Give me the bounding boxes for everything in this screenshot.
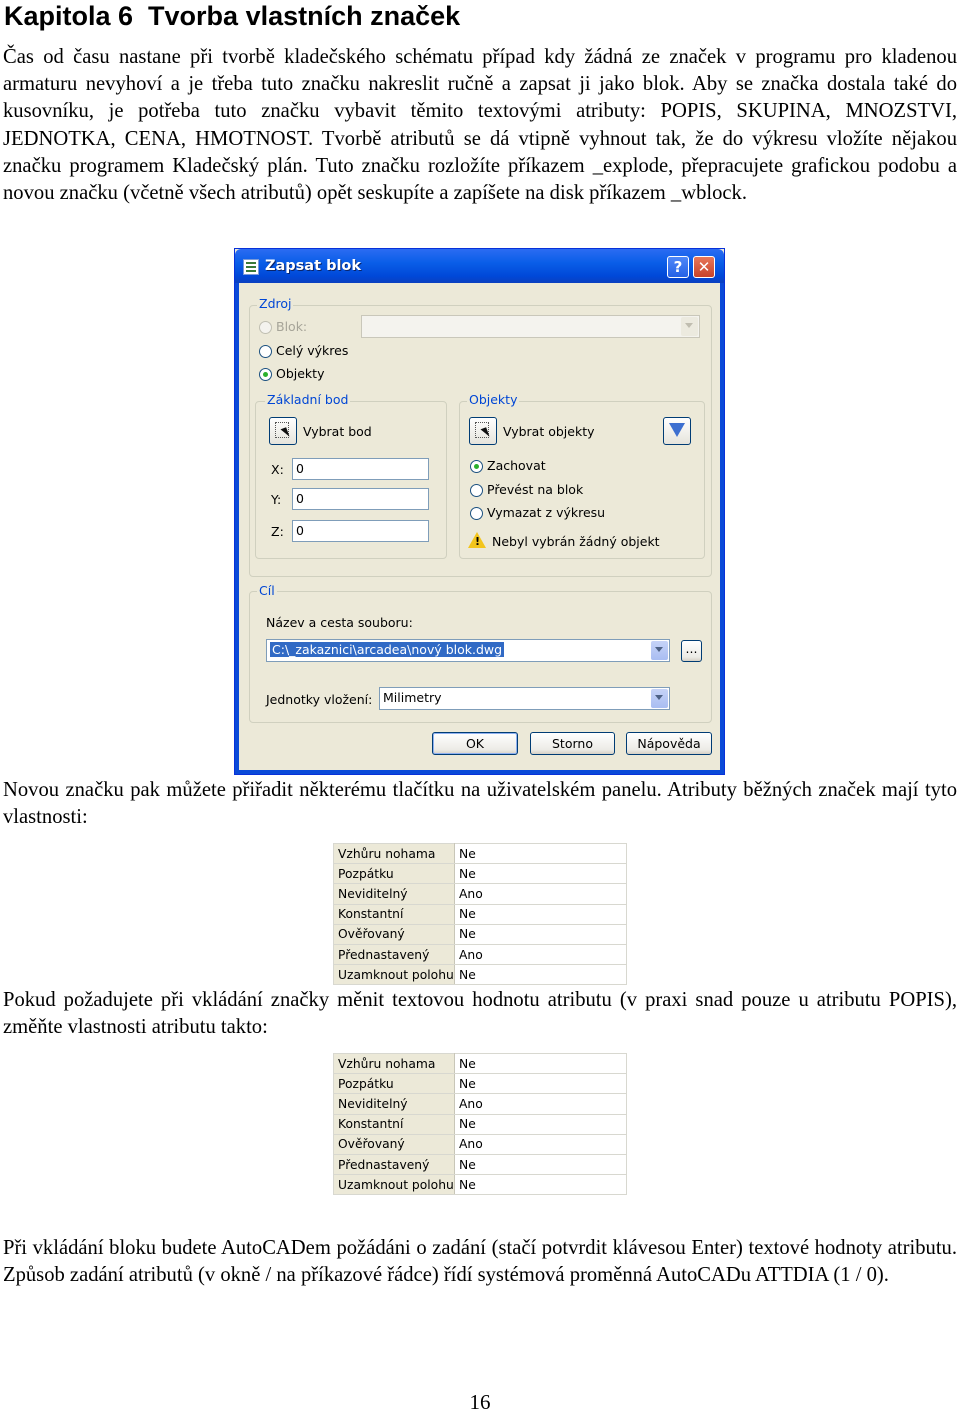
x-label: X: <box>271 462 284 477</box>
block-radio-label: Blok: <box>276 319 308 334</box>
chapter-heading <box>4 0 460 32</box>
table-row <box>334 1094 627 1114</box>
select-objects-button[interactable] <box>469 417 497 445</box>
destination-label: Cíl <box>259 583 275 598</box>
source-group-label: Zdroj <box>259 296 292 311</box>
table-row <box>334 884 627 904</box>
select-objects-label: Vybrat objekty <box>503 424 595 439</box>
chevron-down-icon <box>681 317 698 336</box>
ok-button[interactable]: OK <box>432 732 518 755</box>
property-value: Ne <box>455 924 627 944</box>
units-label: Jednotky vložení: <box>266 692 373 707</box>
table-row <box>334 1054 627 1074</box>
property-name: Přednastavený <box>334 944 455 964</box>
table-row <box>334 1074 627 1094</box>
property-name: Ověřovaný <box>334 924 455 944</box>
units-combo[interactable] <box>379 687 670 710</box>
path-combo[interactable] <box>266 639 670 662</box>
pick-point-label: Vybrat bod <box>303 424 372 439</box>
property-value: Ano <box>455 884 627 904</box>
property-value: Ne <box>455 965 627 985</box>
quick-select-button[interactable] <box>663 417 691 445</box>
whole-drawing-radio[interactable] <box>259 345 272 358</box>
whole-drawing-label: Celý výkres <box>276 343 349 358</box>
help-title-button[interactable]: ? <box>667 256 689 278</box>
path-label: Název a cesta souboru: <box>266 615 413 630</box>
chevron-down-icon[interactable] <box>651 689 668 708</box>
attribute-properties-table-modified <box>333 1053 627 1195</box>
intro-paragraph: Čas od času nastane při tvorbě kladečského schématu případ kdy žádná ze značek v programu pro kladenou armaturu nevyhoví a je třeba tuto značku nakreslit ručně a zapsat ji jako blok. Aby se značka dostala také do kusovníku, je potřeba tuto značku vybavit těmito textovými atributy: POPIS, SKUPINA, MNOZSTVI, JEDNOTKA, CENA, HMOTNOST. Tvorbě atributů se dá vtipně vyhnout tak, že do výkresu vložíte nějakou značku programem Kladečský plán. Tuto značku rozložíte příkazem _explode, přepracujete grafickou podobu a novou značku (včetně všech atributů) opět seskupíte a zapíšete na disk příkazem _wblock. <box>3 46 957 205</box>
block-radio <box>259 321 272 334</box>
block-combo <box>361 315 700 338</box>
z-input[interactable]: 0 <box>292 520 429 542</box>
table-row <box>334 1134 627 1154</box>
base-point-label: Základní bod <box>267 392 349 407</box>
property-value: Ano <box>455 1134 627 1154</box>
property-name: Neviditelný <box>334 1094 455 1114</box>
y-label: Y: <box>271 492 282 507</box>
retain-label: Zachovat <box>487 458 546 473</box>
pick-point-button[interactable] <box>269 417 297 445</box>
property-name: Vzhůru nohama <box>334 844 455 864</box>
property-name: Pozpátku <box>334 1074 455 1094</box>
attribute-properties-table-default <box>333 843 627 985</box>
property-value: Ne <box>455 1074 627 1094</box>
property-value: Ne <box>455 1114 627 1134</box>
table-row <box>334 1154 627 1174</box>
after-dialog-paragraph: Novou značku pak můžete přiřadit některému tlačítku na uživatelském panelu. Atributy běžných značek mají tyto vlastnosti: <box>3 779 957 829</box>
property-name: Neviditelný <box>334 884 455 904</box>
property-value: Ano <box>455 944 627 964</box>
table-row <box>334 944 627 964</box>
property-value: Ne <box>455 864 627 884</box>
property-value: Ne <box>455 904 627 924</box>
table-row <box>334 904 627 924</box>
chapter-number: Kapitola 6 <box>4 1 134 31</box>
objects-group-label: Objekty <box>469 392 518 407</box>
property-name: Uzamknout polohu <box>334 965 455 985</box>
chapter-title: Tvorba vlastních značek <box>148 1 461 31</box>
delete-label: Vymazat z výkresu <box>487 505 606 520</box>
objects-radio-label: Objekty <box>276 366 325 381</box>
warning-text: Nebyl vybrán žádný objekt <box>492 534 660 549</box>
table-row <box>334 1175 627 1195</box>
dialog-titlebar <box>235 249 724 283</box>
property-name: Ověřovaný <box>334 1134 455 1154</box>
final-paragraph: Při vkládání bloku budete AutoCADem požádáni o zadání (stačí potvrdit klávesou Enter) textové hodnoty atributu. Způsob zadání atributů (v okně / na příkazové řádce) řídí systémová proměnná AutoCADu ATTDIA (1 / 0). <box>3 1237 957 1287</box>
table-row <box>334 864 627 884</box>
retain-radio[interactable] <box>470 460 483 473</box>
block-app-icon <box>243 259 259 275</box>
property-name: Přednastavený <box>334 1154 455 1174</box>
table-row <box>334 965 627 985</box>
units-value: Milimetry <box>383 690 442 705</box>
objects-radio[interactable] <box>259 368 272 381</box>
y-input[interactable]: 0 <box>292 488 429 510</box>
select-objects-icon <box>475 422 489 438</box>
z-label: Z: <box>271 524 284 539</box>
cancel-button[interactable]: Storno <box>530 732 615 755</box>
page-number: 16 <box>469 1390 491 1414</box>
table-row <box>334 924 627 944</box>
property-value: Ne <box>455 1154 627 1174</box>
x-input[interactable]: 0 <box>292 458 429 480</box>
table-row <box>334 844 627 864</box>
filter-icon <box>669 423 685 437</box>
property-value: Ne <box>455 844 627 864</box>
property-value: Ne <box>455 1175 627 1195</box>
dialog-help-button[interactable]: Nápověda <box>626 732 712 755</box>
path-value: C:\_zakaznici\arcadea\nový blok.dwg <box>272 642 503 657</box>
chevron-down-icon[interactable] <box>651 641 668 660</box>
dialog-title: Zapsat blok <box>265 258 362 274</box>
close-title-button[interactable]: ✕ <box>693 256 715 278</box>
browse-button[interactable]: ... <box>681 640 702 662</box>
pick-point-icon <box>275 422 289 438</box>
delete-radio[interactable] <box>470 507 483 520</box>
convert-radio[interactable] <box>470 484 483 497</box>
convert-label: Převést na blok <box>487 482 584 497</box>
property-name: Uzamknout polohu <box>334 1175 455 1195</box>
property-name: Pozpátku <box>334 864 455 884</box>
property-value: Ne <box>455 1054 627 1074</box>
property-name: Konstantní <box>334 1114 455 1134</box>
property-name: Vzhůru nohama <box>334 1054 455 1074</box>
table-row <box>334 1114 627 1134</box>
after-table1-paragraph: Pokud požadujete při vkládání značky měnit textovou hodnotu atributu (v praxi snad pouze u atributu POPIS), změňte vlastnosti atributu takto: <box>3 989 957 1039</box>
property-value: Ano <box>455 1094 627 1114</box>
write-block-dialog: Zapsat blok ? ✕ Zdroj Blok: Celý výkres Objekty Základní bod Vybrat bod X: 0 Y: 0 Z: 0 Objekty Vybrat objekty Zachovat Převést na blok Vymazat z výkresu ! Nebyl vybrán žádný objekt Cíl Název a cesta souboru: C:\_zakaznici\arcadea\nový blok.dwg ... Jednotky vložení: Milimetry OK Storno Nápověda <box>234 248 725 775</box>
property-name: Konstantní <box>334 904 455 924</box>
